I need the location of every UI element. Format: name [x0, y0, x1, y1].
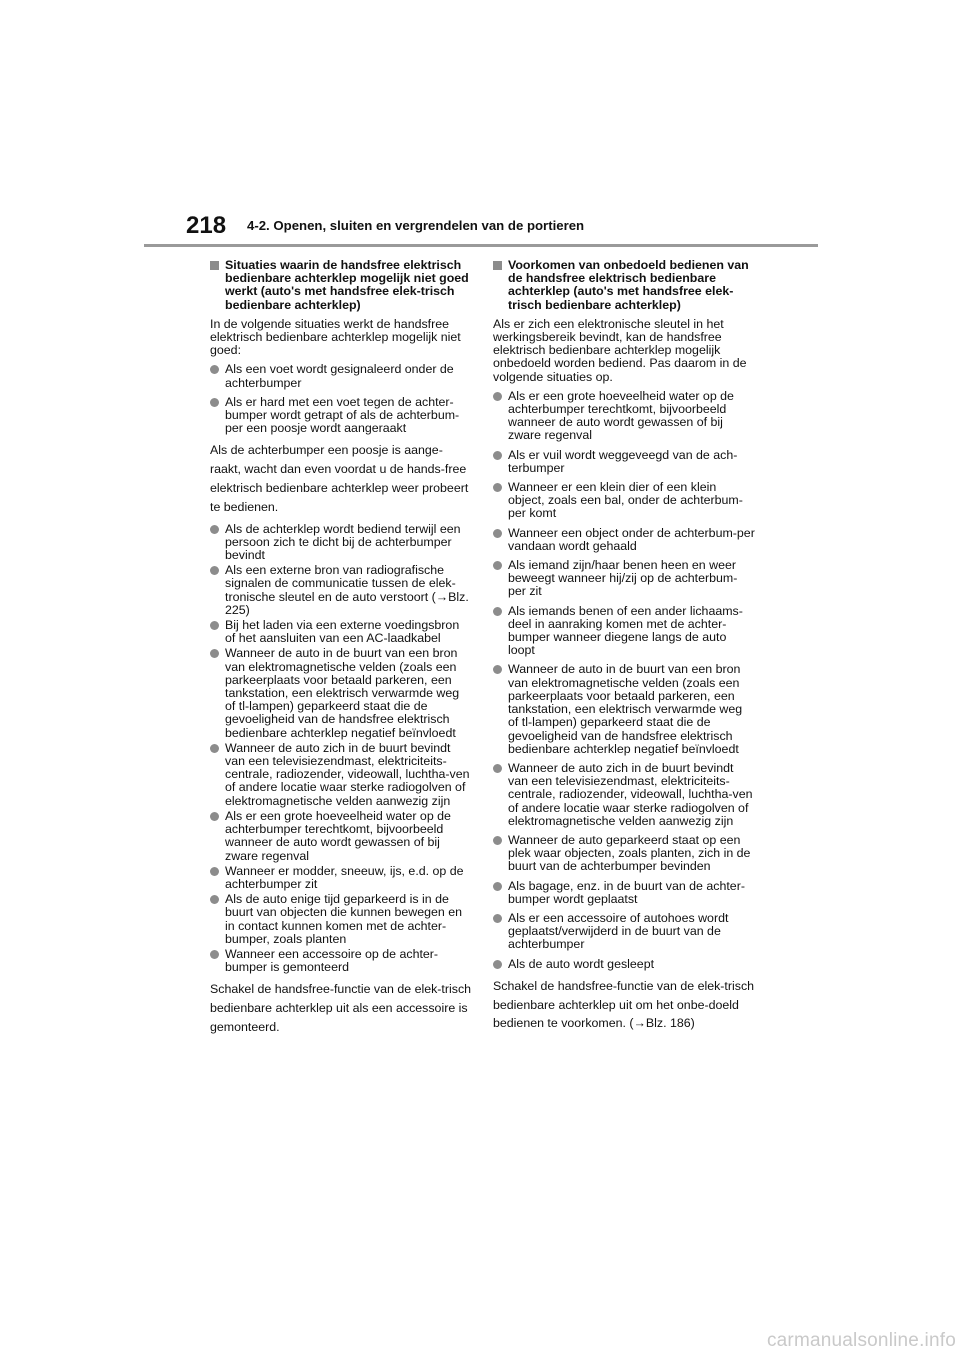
bullet-text: Wanneer een object onder de achterbum-per vandaan wordt gehaald — [508, 525, 755, 553]
left-closing: Schakel de handsfree-functie van de elek-trisch bedienbare achterklep uit als een accessoire is gemonteerd. — [210, 982, 472, 1034]
bullet-text: Wanneer de auto zich in de buurt bevindt van een televisiezendmast, elektriciteits-centrale, radiozender, videowall, luchtha-ven of andere locatie waar sterke radiogolven of elektromagnetische velden aanwezig zijn — [225, 740, 470, 808]
left-bullet-list-b — [210, 523, 472, 946]
round-bullet-icon — [493, 392, 502, 401]
right-closing: Schakel de handsfree-functie van de elek-trisch bedienbare achterklep uit om het onbe-doeld bedienen te voorkomen. (→Blz. 186) — [493, 978, 755, 1031]
bullet-item — [493, 605, 755, 658]
right-section-heading — [493, 259, 755, 312]
round-bullet-icon — [210, 398, 219, 407]
bullet-text: Als iemand zijn/haar benen heen en weer beweegt wanneer hij/zij op de achterbum-per zit — [508, 558, 738, 599]
right-column — [493, 259, 755, 1039]
bullet-item — [210, 619, 472, 645]
round-bullet-icon — [493, 607, 502, 616]
bullet-text: Als er vuil wordt weggeveegd van de ach-terbumper — [508, 447, 738, 475]
bullet-item — [493, 449, 755, 475]
bullet-item — [210, 865, 472, 891]
bullet-text: Als iemands benen of een ander lichaams-deel in aanraking komen met de achter-bumper wanneer diegene langs de auto loopt — [508, 603, 743, 658]
bullet-text: Als er een accessoire of autohoes wordt geplaatst/verwijderd in de buurt van de achterbumper — [508, 910, 729, 952]
left-bullet-list-a — [210, 363, 472, 435]
round-bullet-icon — [210, 621, 219, 630]
bullet-item — [493, 527, 755, 553]
round-bullet-icon — [493, 882, 502, 891]
round-bullet-icon — [493, 836, 502, 845]
left-intro: In de volgende situaties werkt de handsfree elektrisch bedienbare achterklep mogelijk niet goed: — [210, 316, 461, 358]
header-rule — [144, 244, 818, 247]
bullet-text: Als een voet wordt gesignaleerd onder de achterbumper — [225, 362, 454, 390]
right-bullet-list — [493, 390, 755, 971]
section-header: 4-2. Openen, sluiten en vergrendelen van de portieren — [247, 218, 585, 233]
bullet-item — [210, 564, 472, 617]
bullet-item — [493, 912, 755, 952]
bullet-text: Als er hard met een voet tegen de achter-bumper wordt getrapt of als de achterbum-per een poosje wordt aangeraakt — [225, 394, 460, 436]
round-bullet-icon — [210, 649, 219, 658]
bullet-item — [493, 559, 755, 599]
bullet-text: Wanneer er een klein dier of een klein object, zoals een bal, onder de achterbum-per komt — [508, 480, 743, 521]
bullet-text: Als er een grote hoeveelheid water op de achterbumper terechtkomt, bijvoorbeeld wanneer de auto wordt gewassen of bij zware regenval — [508, 388, 734, 443]
page-number: 218 — [186, 212, 227, 239]
bullet-text: Wanneer de auto in de buurt van een bron van elektromagnetische velden (zoals een parkeerplaats voor betaald parkeren, een tankstation, een elektrisch verwarmde weg of tl-lampen) geparkeerd staat die de gevoeligheid van de handsfree elektrisch bedienbare achterklep negatief beïnvloedt — [508, 662, 743, 756]
bullet-text: Wanneer de auto geparkeerd staat op een plek waar objecten, zoals planten, zich in de buurt van de achterbumper bevinden — [508, 832, 751, 874]
bullet-item — [493, 481, 755, 521]
left-middle-text: Als de achterbumper een poosje is aange-raakt, wacht dan even voordat u de hands-free elektrisch bedienbare achterklep weer probeert te bedienen. — [210, 443, 469, 514]
right-heading-text: Voorkomen van onbedoeld bedienen van de handsfree elektrisch bedienbare achterklep (auto's met handsfree elek-trisch bedienbare achterklep) — [508, 258, 749, 312]
bullet-item — [210, 647, 472, 739]
left-column — [210, 259, 472, 1043]
round-bullet-icon — [210, 867, 219, 876]
bullet-item — [493, 762, 755, 828]
bullet-item — [493, 958, 755, 971]
bullet-item — [210, 948, 472, 974]
round-bullet-icon — [493, 960, 502, 969]
bullet-text: Wanneer er modder, sneeuw, ijs, e.d. op de achterbumper zit — [225, 863, 464, 891]
bullet-item — [210, 810, 472, 863]
bullet-text: Bij het laden via een externe voedingsbron of het aansluiten van een AC-laadkabel — [225, 618, 460, 646]
bullet-item — [493, 663, 755, 755]
round-bullet-icon — [210, 895, 219, 904]
round-bullet-icon — [210, 812, 219, 821]
bullet-item — [493, 834, 755, 874]
bullet-item — [493, 880, 755, 906]
round-bullet-icon — [493, 451, 502, 460]
watermark: carmanualsonline.info — [766, 1330, 956, 1351]
round-bullet-icon — [493, 764, 502, 773]
round-bullet-icon — [493, 483, 502, 492]
bullet-text: Als bagage, enz. in de buurt van de achter-bumper wordt geplaatst — [508, 878, 745, 906]
left-heading-text: Situaties waarin de handsfree elektrisch bedienbare achterklep mogelijk niet goed werkt (auto's met handsfree elek-trisch bedienbare achterklep) — [225, 258, 469, 312]
bullet-text: Wanneer de auto zich in de buurt bevindt van een televisiezendmast, elektriciteits-centrale, radiozender, videowall, luchtha-ven of andere locatie waar sterke radiogolven of elektromagnetische velden aanwezig zijn — [508, 760, 753, 828]
bullet-item — [210, 893, 472, 946]
left-bullet-list-c — [210, 948, 472, 974]
round-bullet-icon — [493, 529, 502, 538]
round-bullet-icon — [210, 365, 219, 374]
square-bullet-icon — [493, 261, 502, 270]
round-bullet-icon — [210, 566, 219, 575]
bullet-item — [210, 742, 472, 808]
left-section-heading — [210, 259, 472, 312]
bullet-text: Als er een grote hoeveelheid water op de achterbumper terechtkomt, bijvoorbeeld wanneer de auto wordt gewassen of bij zware regenval — [225, 808, 451, 863]
round-bullet-icon — [210, 950, 219, 959]
right-intro: Als er zich een elektronische sleutel in het werkingsbereik bevindt, kan de handsfree elektrisch bedienbare achterklep mogelijk onbedoeld worden bediend. Pas daarom in de volgende situaties op. — [493, 316, 747, 384]
bullet-text: Als de auto enige tijd geparkeerd is in de buurt van objecten die kunnen bewegen en in contact kunnen komen met de achter-bumper, zoals planten — [225, 892, 462, 946]
bullet-item — [210, 363, 472, 389]
bullet-text: Wanneer de auto in de buurt van een bron van elektromagnetische velden (zoals een parkeerplaats voor betaald parkeren, een tankstation, een elektrisch verwarmde weg of tl-lampen) geparkeerd staat die de gevoeligheid van de handsfree elektrisch bedienbare achterklep negatief beïnvloedt — [225, 646, 460, 740]
bullet-item — [210, 523, 472, 563]
round-bullet-icon — [210, 525, 219, 534]
round-bullet-icon — [493, 665, 502, 674]
bullet-text: Als een externe bron van radiografische signalen de communicatie tussen de elek-tronische sleutel en de auto verstoort (→Blz. 225) — [225, 563, 469, 617]
bullet-text: Wanneer een accessoire op de achter-bumper is gemonteerd — [225, 946, 439, 975]
bullet-text: Als de achterklep wordt bediend terwijl een persoon zich te dicht bij de achterbumper bevindt — [225, 521, 461, 563]
round-bullet-icon — [493, 914, 502, 923]
bullet-item — [493, 390, 755, 443]
round-bullet-icon — [210, 744, 219, 753]
bullet-item — [210, 396, 472, 436]
bullet-text: Als de auto wordt gesleept — [508, 956, 655, 971]
round-bullet-icon — [493, 561, 502, 570]
square-bullet-icon — [210, 261, 219, 270]
